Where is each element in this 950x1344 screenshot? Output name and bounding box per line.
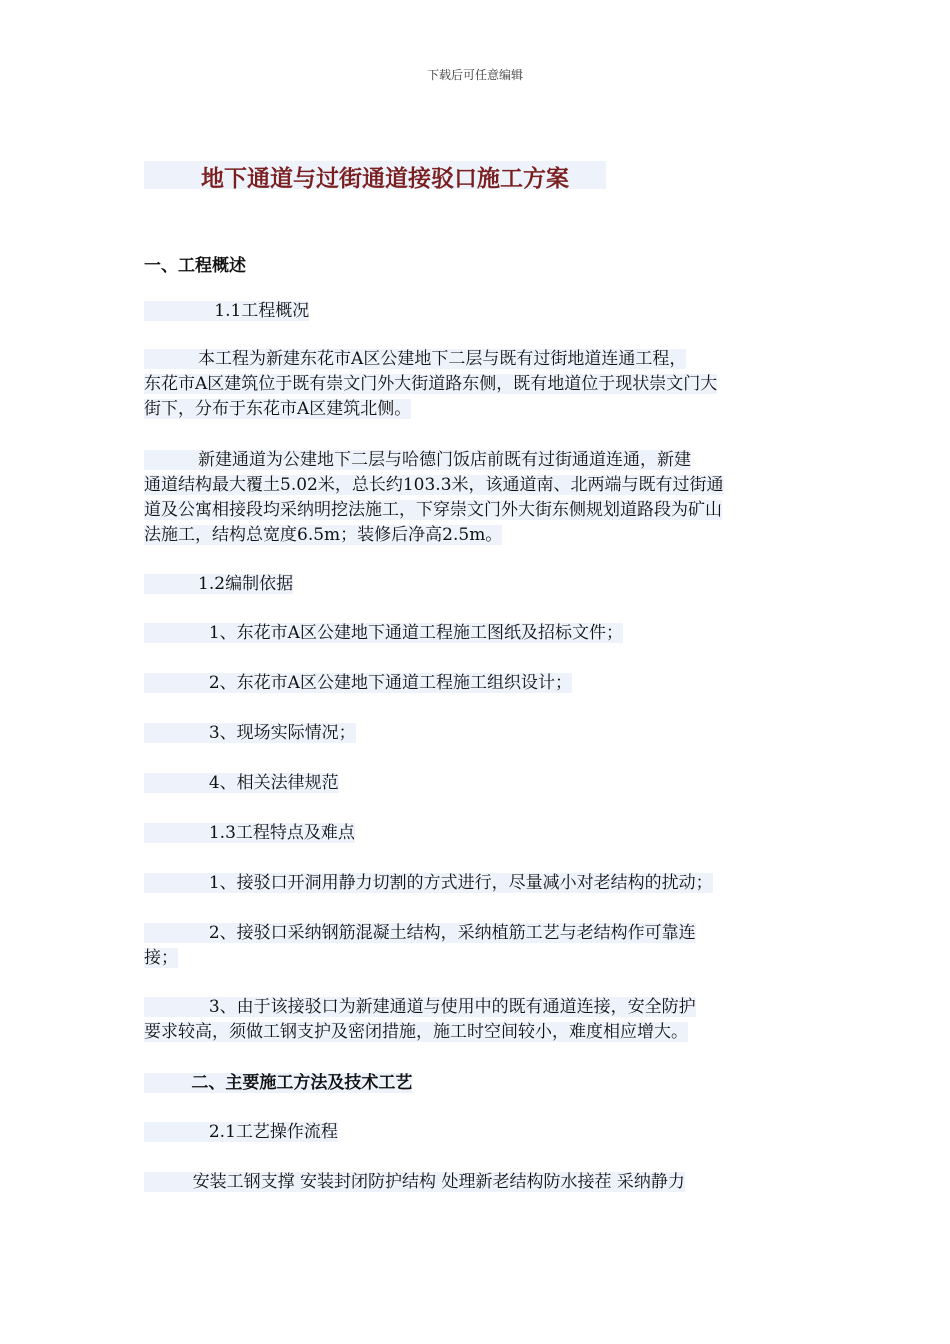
difficulty-point-2: 2、接驳口采纳钢筋混凝土结构，采纳植筋工艺与老结构作可靠连 接； <box>144 923 696 968</box>
subsection-1-2: 1.2编制依据 <box>144 572 293 597</box>
paragraph-new-passage: 新建通道为公建地下二层与哈德门饭店前既有过街通道连通，新建 通道结构最大覆土5.02米，总长约103.3米，该通道南、北两端与既有过街通 道及公寓相接段均采纳明挖法施工，下穿崇文门外大街东侧规划道路段为矿山 法施工，结构总宽度6.5m；装修后净高2.5m。 <box>144 450 724 545</box>
difficulty-point-3: 3、由于该接驳口为新建通道与使用中的既有通道连接，安全防护 要求较高，须做工钢支护及密闭措施，施工时空间较小，难度相应增大。 <box>144 997 696 1042</box>
section-1-heading: 一、工程概述 <box>144 256 246 276</box>
subsection-2-1: 2.1工艺操作流程 <box>144 1120 338 1145</box>
process-flow-line: 安装工钢支撑 安装封闭防护结构 处理新老结构防水接茬 采纳静力 <box>144 1170 685 1195</box>
basis-item-1: 1、东花市A区公建地下通道工程施工图纸及招标文件； <box>144 621 623 646</box>
section-2-heading: 二、主要施工方法及技术工艺 <box>144 1071 412 1096</box>
page-header-note: 下载后可任意编辑 <box>426 68 523 82</box>
basis-item-2: 2、东花市A区公建地下通道工程施工组织设计； <box>144 671 572 696</box>
document-title: 地下通道与过街通道接驳口施工方案 <box>201 166 569 192</box>
paragraph-overview: 本工程为新建东花市A区公建地下二层与既有过街地道连通工程， 东花市A区建筑位于既有崇文门外大街道路东侧，既有地道位于现状崇文门大 街下，分布于东花市A区建筑北侧。 <box>144 349 718 419</box>
subsection-1-3: 1.3工程特点及难点 <box>144 821 355 846</box>
basis-item-3: 3、现场实际情况； <box>144 721 356 746</box>
basis-item-4: 4、相关法律规范 <box>144 771 339 796</box>
difficulty-point-1: 1、接驳口开洞用静力切割的方式进行，尽量减小对老结构的扰动； <box>144 871 713 896</box>
subsection-1-1: 1.1工程概况 <box>144 299 309 324</box>
